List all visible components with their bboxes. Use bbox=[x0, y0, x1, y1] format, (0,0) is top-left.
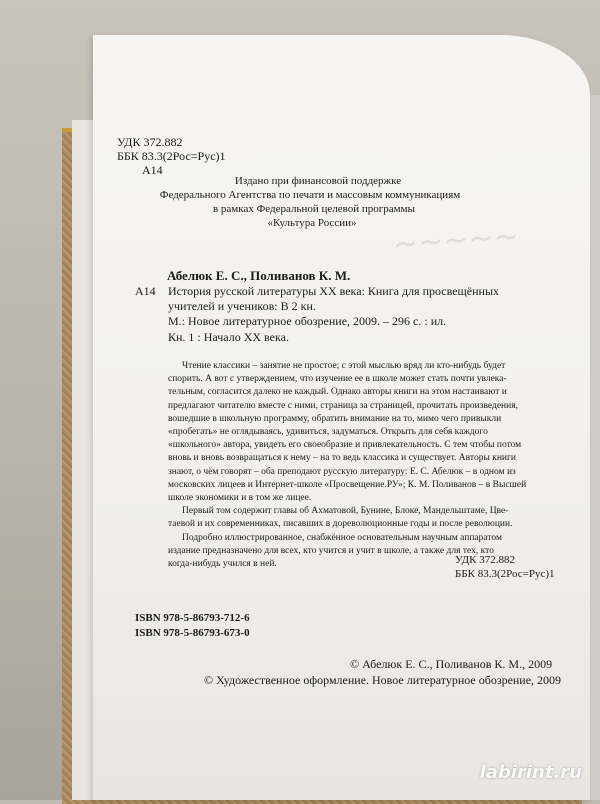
title-line-1: История русской литературы XX века: Книга для просвещённых bbox=[168, 284, 500, 298]
annotation-line: спорить. А вот с утверждением, что изучение ее в школе может стать почти увлека- bbox=[168, 374, 507, 385]
authors: Абелюк Е. С., Поливанов К. М. bbox=[167, 268, 351, 283]
footer-udk: УДК 372.882 bbox=[455, 554, 516, 566]
labirint-watermark: labirint.ru bbox=[479, 762, 582, 783]
annotation-line: Подробно иллюстрированное, снабжённое основательным научным аппаратом bbox=[182, 532, 502, 543]
isbn-2: ISBN 978-5-86793-673-0 bbox=[135, 627, 250, 639]
support-line-2: Федерального Агентства по печати и массовым коммуникациям bbox=[159, 189, 461, 201]
annotation-line: издание предназначено для всех, кто учится и учит в школе, а также для тех, кто bbox=[168, 545, 494, 556]
annotation-line: Первый том содержит главы об Ахматовой, Бунине, Блоке, Мандельштаме, Цве- bbox=[182, 506, 509, 517]
annotation bbox=[168, 360, 526, 571]
copyright-authors: © Абелюк Е. С., Поливанов К. М., 2009 bbox=[350, 657, 553, 671]
annotation-line: школе экономики и в том же лицее. bbox=[168, 493, 312, 504]
annotation-line: тельным, согласится далеко не каждый. Однако авторы книги на этом настаивают и bbox=[168, 387, 507, 398]
annotation-line: таевой и их современниках, писавших в дореволюционные годы и после революции. bbox=[168, 519, 513, 530]
annotation-line: Чтение классики – занятие не простое; с этой мыслью вряд ли кто-нибудь будет bbox=[182, 361, 506, 371]
annotation-line: знают, о чём говорят – оба преподают русскую литературу: Е. С. Абелюк – в одном из bbox=[168, 466, 516, 477]
publisher-line: М.: Новое литературное обозрение, 2009. – 296 с. : ил. bbox=[168, 314, 447, 328]
udk-code: УДК 372.882 bbox=[117, 135, 183, 149]
annotation-line: когда-нибудь учился в ней. bbox=[168, 559, 277, 570]
copyright-design: © Художественное оформление. Новое литературное обозрение, 2009 bbox=[204, 673, 562, 687]
show-through-text: ~~~~~ bbox=[391, 218, 520, 263]
annotation-line: «пробегать» не оглядываясь, удивиться, задуматься. Открыть для себя каждого bbox=[168, 427, 488, 438]
annotation-line: предлагают читателю вместе с ними, страница за страницей, прочитать произведения, bbox=[168, 400, 518, 411]
annotation-line: московских лицеев и Интернет-школе «Просвещение.РУ»; К. М. Поливанов – в Высшей bbox=[168, 479, 527, 490]
title-line-2: учителей и учеников: В 2 кн. bbox=[168, 299, 316, 313]
author-sign: А14 bbox=[142, 163, 163, 177]
annotation-line: вновь и вновь возвращаться к нему – на то ведь классика и существует. Авторы книги bbox=[168, 453, 516, 464]
volume-line: Кн. 1 : Начало XX века. bbox=[168, 330, 289, 344]
isbn-1: ISBN 978-5-86793-712-6 bbox=[135, 612, 250, 624]
annotation-line: вошедшие в школьную программу, обратить внимание на то, мимо чего привыкли bbox=[168, 413, 502, 424]
annotation-line: «школьного» автора, увидеть его своеобразие и привлекательность. С тем чтобы потом bbox=[168, 440, 522, 451]
biblio-code: А14 bbox=[135, 284, 156, 298]
support-line-1: Издано при финансовой поддержке bbox=[234, 175, 402, 187]
bbk-code: ББК 83.3(2Рос=Рус)1 bbox=[117, 149, 226, 163]
footer-bbk: ББК 83.3(2Рос=Рус)1 bbox=[455, 568, 555, 580]
support-line-4: «Культура России» bbox=[267, 217, 357, 229]
support-line-3: в рамках Федеральной целевой программы bbox=[212, 203, 415, 215]
